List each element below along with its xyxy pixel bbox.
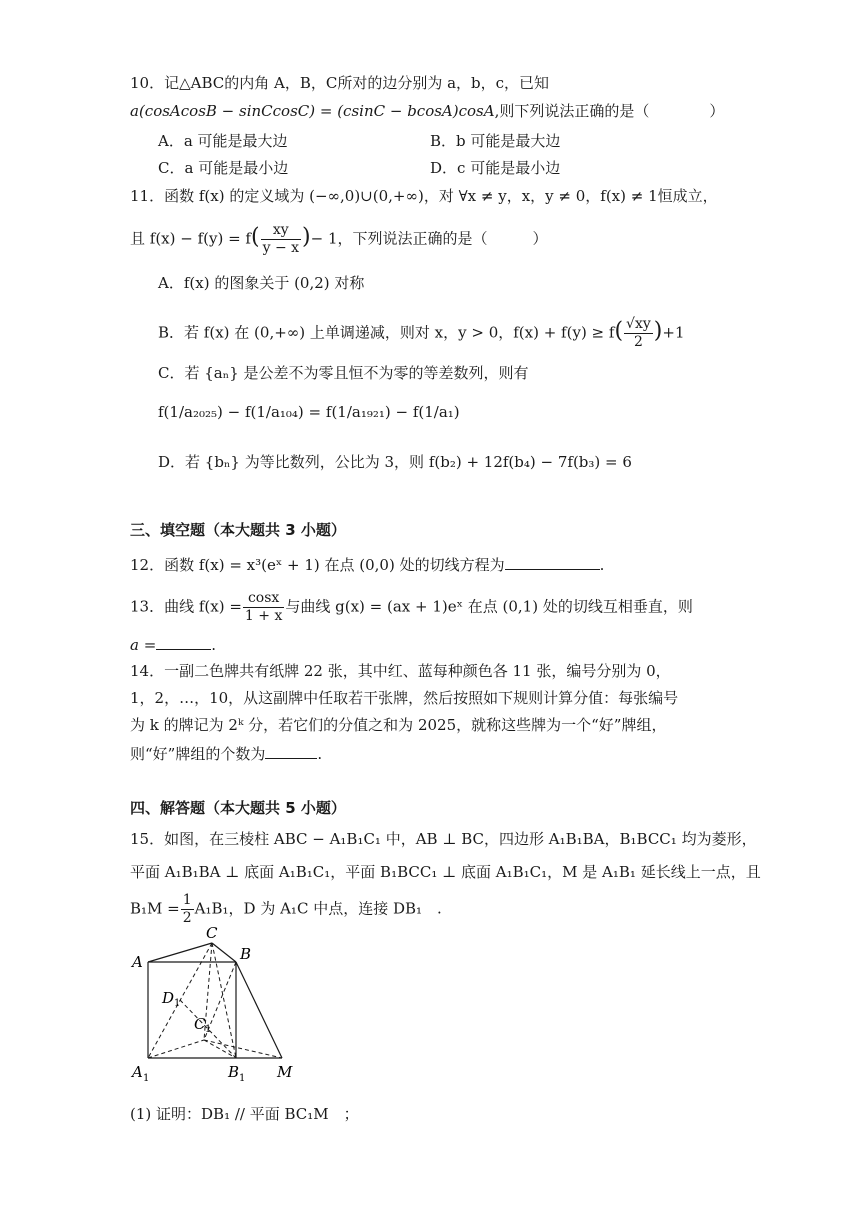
q10-question: ,则下列说法正确的是（ ） xyxy=(494,102,725,120)
q11-stem-line1: 11．函数 f(x) 的定义域为 (−∞,0)∪(0,+∞)，对 ∀x ≠ y，x，y ≠ 0，f(x) ≠ 1恒成立， xyxy=(130,187,718,205)
q15-line3 xyxy=(130,892,442,927)
label-M: M xyxy=(277,1063,293,1081)
q13-variable: a = xyxy=(130,636,157,654)
q15-line1: 15．如图，在三棱柱 ABC − A₁B₁C₁ 中，AB ⊥ BC，四边形 A₁B₁BA，B₁BCC₁ 均为菱形， xyxy=(130,830,757,848)
q13-answer-blank[interactable] xyxy=(156,633,211,650)
q11-option-b: B．若 f(x) 在 (0,+∞) 上单调递减，则对 x，y > 0，f(x) + f(y) ≥ f( $\frac{√xy}{2}$ )+1 xyxy=(158,316,685,350)
label-C1: C xyxy=(194,1015,206,1033)
q11-option-d: D．若 {bₙ} 为等比数列，公比为 3，则 f(b₂) + 12f(b₄) − 7f(b₃) = 6 xyxy=(158,453,632,471)
q13-fraction: $\frac{\cos x}{1 + x}$ xyxy=(244,590,283,624)
q10-option-b: B．b 可能是最大边 xyxy=(430,132,561,150)
label-C: C xyxy=(206,925,218,942)
q14-line3: 为 k 的牌记为 2ᵏ 分，若它们的分值之和为 2025，就称这些牌为一个“好”牌组， xyxy=(130,716,667,734)
edge-BM xyxy=(236,962,282,1058)
q15-text: B₁M = xyxy=(130,899,180,918)
q10-stem-line1: 10．记△ABC的内角 A，B，C所对的边分别为 a，b，c，已知 xyxy=(130,74,550,92)
q11-option-c-equation: f(1/a₂₀₂₅) − f(1/a₁₀₄) = f(1/a₁₉₂₁) − f(1/a₁) xyxy=(158,403,460,421)
q11-stem-line2: 且 f(x) − f(y) = f( $\frac{xy}{y - x}$ )− 1，下列说法正确的是（ ） xyxy=(130,222,548,256)
q13-text-2: 与曲线 g(x) = (ax + 1)eˣ 在点 (0,1) 处的切线互相垂直，则 xyxy=(285,597,693,616)
q15-text-2: A₁B₁，D 为 A₁C 中点，连接 DB₁ . xyxy=(194,899,442,918)
section-4-heading: 四、解答题（本大题共 5 小题） xyxy=(130,799,346,817)
q11-stem-text: 且 f(x) − f(y) = f xyxy=(130,229,251,248)
q13 xyxy=(130,590,693,625)
q11-option-b-text: B．若 f(x) 在 (0,+∞) 上单调递减，则对 x，y > 0，f(x) + f(y) ≥ f xyxy=(158,323,615,342)
q13-text: 13．曲线 f(x) = xyxy=(130,597,242,616)
q15-part1: (1) 证明：DB₁ // 平面 BC₁M ； xyxy=(130,1105,359,1123)
q12: 12．函数 f(x) = x³(eˣ + 1) 在点 (0,0) 处的切线方程为 . xyxy=(130,553,604,575)
edge-C1B1 xyxy=(204,1040,236,1058)
prism-figure xyxy=(120,925,320,1095)
q14-text: 则“好”牌组的个数为 xyxy=(130,745,266,763)
q12-text: 12．函数 f(x) = x³(eˣ + 1) 在点 (0,0) 处的切线方程为 xyxy=(130,556,505,574)
q10-option-c: C．a 可能是最小边 xyxy=(158,159,289,177)
q14-line4: 则“好”牌组的个数为 . xyxy=(130,742,322,764)
q13-answer-line: a = . xyxy=(130,633,216,655)
label-D1-sub: 1 xyxy=(174,998,181,1009)
q11-option-c-line1: C．若 {aₙ} 是公差不为零且恒不为零的等差数列，则有 xyxy=(158,364,529,382)
q14-line2: 1，2，…，10，从这副牌中任取若干张牌，然后按照如下规则计算分值：每张编号 xyxy=(130,689,679,707)
label-B1: B xyxy=(228,1063,240,1081)
q11-question: − 1，下列说法正确的是（ ） xyxy=(310,229,548,248)
q14-line1: 14．一副二色牌共有纸牌 22 张，其中红、蓝每种颜色各 11 张，编号分别为 0， xyxy=(130,662,671,680)
q11-option-b-tail: +1 xyxy=(662,323,685,342)
edge-C1M xyxy=(204,1040,282,1058)
q11-option-b-fraction: $\frac{√xy}{2}$ xyxy=(626,316,651,350)
label-A: A xyxy=(132,953,143,971)
label-A1-sub: 1 xyxy=(143,1073,150,1084)
label-B1-sub: 1 xyxy=(239,1073,246,1084)
q15-line2: 平面 A₁B₁BA ⊥ 底面 A₁B₁C₁，平面 B₁BCC₁ ⊥ 底面 A₁B₁C₁，M 是 A₁B₁ 延长线上一点，且 xyxy=(130,863,761,881)
q12-answer-blank[interactable] xyxy=(505,553,600,570)
q10-option-d: D．c 可能是最小边 xyxy=(430,159,561,177)
q14-answer-blank[interactable] xyxy=(265,742,317,759)
label-D1: D xyxy=(162,989,175,1007)
q10-equation: a(cosAcosB − sinCcosC) = (csinC − bcosA)cosA xyxy=(130,102,495,120)
q10-stem-line2 xyxy=(130,101,724,121)
q15-fraction: $\frac{1}{2}$ xyxy=(182,892,192,926)
label-C1-sub: 1 xyxy=(205,1024,212,1035)
label-A1: A xyxy=(132,1063,143,1081)
section-3-heading: 三、填空题（本大题共 3 小题） xyxy=(130,521,346,539)
q11-fraction: $\frac{xy}{y - x}$ xyxy=(262,222,300,256)
q11-option-a: A．f(x) 的图象关于 (0,2) 对称 xyxy=(158,274,365,292)
q10-option-a: A．a 可能是最大边 xyxy=(158,132,288,150)
edge-AC xyxy=(148,943,212,962)
edge-CB1 xyxy=(212,943,236,1058)
label-B: B xyxy=(240,945,252,963)
